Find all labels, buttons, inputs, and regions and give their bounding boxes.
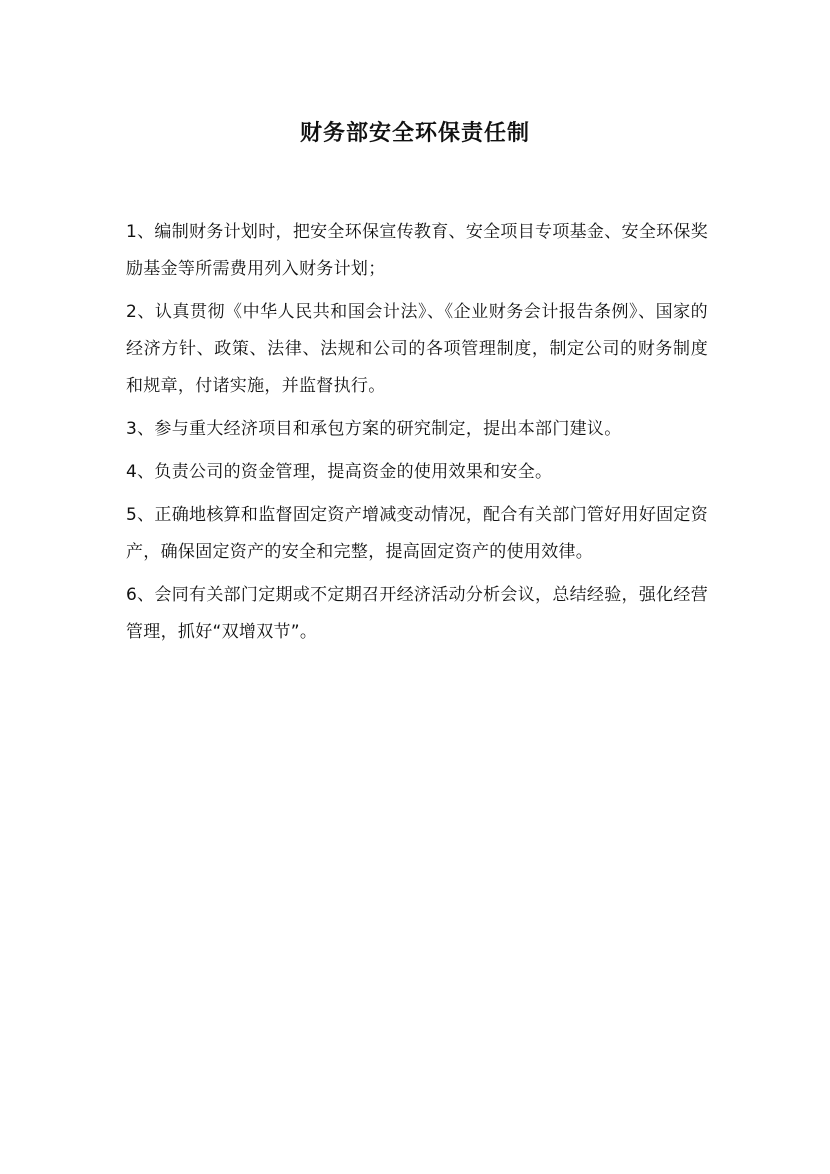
document-body (126, 214, 708, 657)
paragraph-6: 6、会同有关部门定期或不定期召开经济活动分析会议，总结经验，强化经营管理，抓好“双增双节”。 (126, 585, 709, 642)
paragraph-4: 4、负责公司的资金管理，提高资金的使用效果和安全。 (126, 462, 553, 482)
document-title: 财务部安全环保责任制 (299, 121, 530, 146)
paragraph-1: 1、编制财务计划时，把安全环保宣传教育、安全项目专项基金、安全环保奖励基金等所需费用列入财务计划； (126, 222, 709, 279)
paragraph-5: 5、正确地核算和监督固定资产增减变动情况，配合有关部门管好用好固定资产，确保固定资产的安全和完整，提高固定资产的使用效律。 (126, 505, 709, 562)
paragraph-2: 2、认真贯彻《中华人民共和国会计法》、《企业财务会计报告条例》、国家的经济方针、政策、法律、法规和公司的各项管理制度，制定公司的财务制度和规章，付诸实施，并监督执行。 (126, 302, 708, 396)
paragraph-3: 3、参与重大经济项目和承包方案的研究制定，提出本部门建议。 (126, 419, 622, 439)
